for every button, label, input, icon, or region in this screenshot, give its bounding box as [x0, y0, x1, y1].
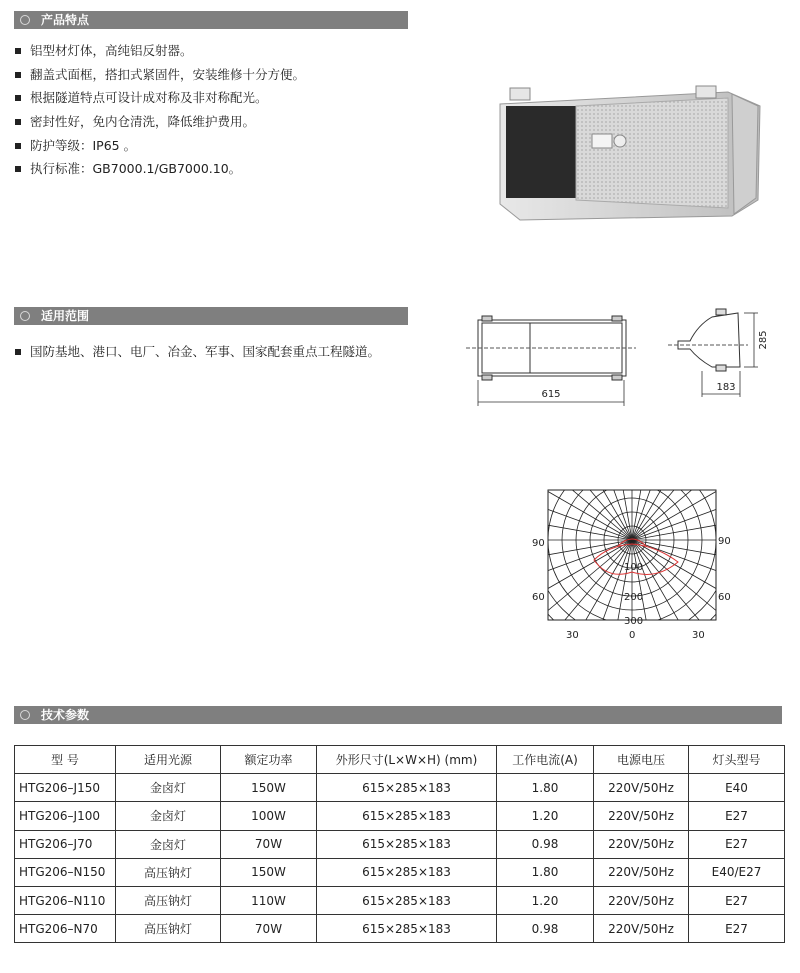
polar-label-bottom-right-30: 30 — [692, 630, 705, 641]
cell-dimensions: 615×285×183 — [317, 830, 497, 858]
section-bar-features — [14, 11, 408, 29]
cell-model: HTG206–J70 — [15, 830, 116, 858]
polar-ring-label-300: 300 — [624, 616, 644, 627]
cell-current: 1.80 — [497, 858, 594, 886]
cell-model: HTG206–N110 — [15, 886, 116, 914]
circle-icon — [20, 311, 30, 321]
section-bar-params — [14, 706, 782, 724]
polar-label-right-90: 90 — [718, 536, 731, 547]
cell-voltage: 220V/50Hz — [594, 858, 689, 886]
col-header-light-source: 适用光源 — [116, 746, 221, 774]
cell-current: 0.98 — [497, 830, 594, 858]
cell-model: HTG206–J150 — [15, 774, 116, 802]
cell-light-source: 金卤灯 — [116, 774, 221, 802]
table-row — [15, 802, 785, 830]
scope-list — [14, 340, 380, 364]
cell-power: 70W — [221, 830, 317, 858]
table-row — [15, 774, 785, 802]
cell-dimensions: 615×285×183 — [317, 858, 497, 886]
cell-light-source: 高压钠灯 — [116, 858, 221, 886]
cell-lamp-base: E27 — [689, 886, 785, 914]
cell-lamp-base: E27 — [689, 830, 785, 858]
table-row — [15, 915, 785, 943]
cell-current: 1.20 — [497, 886, 594, 914]
cell-power: 110W — [221, 886, 317, 914]
feature-list — [14, 39, 305, 181]
cell-lamp-base: E40/E27 — [689, 858, 785, 886]
polar-label-left-90: 90 — [532, 538, 545, 549]
cell-current: 1.20 — [497, 802, 594, 830]
feature-item: 根据隧道特点可设计成对称及非对称配光。 — [14, 86, 305, 110]
col-header-power: 额定功率 — [221, 746, 317, 774]
cell-voltage: 220V/50Hz — [594, 802, 689, 830]
cell-dimensions: 615×285×183 — [317, 802, 497, 830]
scope-item: 国防基地、港口、电厂、冶金、军事、国家配套重点工程隧道。 — [14, 340, 380, 364]
side-dimension-drawing — [668, 305, 773, 405]
col-header-lamp-base: 灯头型号 — [689, 746, 785, 774]
cell-power: 150W — [221, 774, 317, 802]
polar-distribution-diagram — [528, 488, 748, 648]
polar-label-bottom-0: 0 — [629, 630, 636, 641]
feature-item: 铝型材灯体，高纯铝反射器。 — [14, 39, 305, 63]
table-header-row — [15, 746, 785, 774]
cell-light-source: 高压钠灯 — [116, 886, 221, 914]
circle-icon — [20, 15, 30, 25]
cell-model: HTG206–N150 — [15, 858, 116, 886]
cell-dimensions: 615×285×183 — [317, 774, 497, 802]
cell-dimensions: 615×285×183 — [317, 915, 497, 943]
cell-power: 70W — [221, 915, 317, 943]
cell-power: 150W — [221, 858, 317, 886]
dim-length-label: 615 — [541, 389, 561, 400]
dim-height-label: 285 — [758, 330, 769, 350]
feature-item: 翻盖式面框，搭扣式紧固件，安装维修十分方便。 — [14, 63, 305, 87]
cell-dimensions: 615×285×183 — [317, 886, 497, 914]
cell-light-source: 金卤灯 — [116, 830, 221, 858]
cell-model: HTG206–J100 — [15, 802, 116, 830]
cell-light-source: 高压钠灯 — [116, 915, 221, 943]
dim-width-label: 183 — [716, 382, 736, 393]
cell-voltage: 220V/50Hz — [594, 915, 689, 943]
cell-lamp-base: E27 — [689, 802, 785, 830]
cell-voltage: 220V/50Hz — [594, 886, 689, 914]
feature-item: 执行标准：GB7000.1/GB7000.10。 — [14, 157, 305, 181]
feature-item: 防护等级：IP65 。 — [14, 134, 305, 158]
col-header-voltage: 电源电压 — [594, 746, 689, 774]
cell-current: 0.98 — [497, 915, 594, 943]
polar-label-bottom-left-30: 30 — [566, 630, 579, 641]
table-row — [15, 886, 785, 914]
polar-ring-label-200: 200 — [624, 592, 644, 603]
cell-power: 100W — [221, 802, 317, 830]
section-title-params: 技术参数 — [41, 708, 90, 722]
section-title-scope: 适用范围 — [41, 309, 90, 323]
col-header-model: 型 号 — [15, 746, 116, 774]
polar-ring-label-100: 100 — [624, 562, 644, 573]
feature-item: 密封性好，免内仓清洗，降低维护费用。 — [14, 110, 305, 134]
cell-light-source: 金卤灯 — [116, 802, 221, 830]
front-dimension-drawing — [466, 308, 636, 410]
section-title-features: 产品特点 — [41, 13, 90, 27]
table-row — [15, 830, 785, 858]
cell-model: HTG206–N70 — [15, 915, 116, 943]
section-bar-scope — [14, 307, 408, 325]
cell-lamp-base: E27 — [689, 915, 785, 943]
circle-icon — [20, 710, 30, 720]
col-header-dimensions: 外形尺寸(L×W×H) (mm) — [317, 746, 497, 774]
polar-label-left-60: 60 — [532, 592, 545, 603]
table-row — [15, 858, 785, 886]
polar-label-right-60: 60 — [718, 592, 731, 603]
spec-table — [14, 745, 785, 943]
col-header-current: 工作电流(A) — [497, 746, 594, 774]
cell-voltage: 220V/50Hz — [594, 830, 689, 858]
product-image — [496, 84, 762, 224]
cell-voltage: 220V/50Hz — [594, 774, 689, 802]
cell-lamp-base: E40 — [689, 774, 785, 802]
cell-current: 1.80 — [497, 774, 594, 802]
